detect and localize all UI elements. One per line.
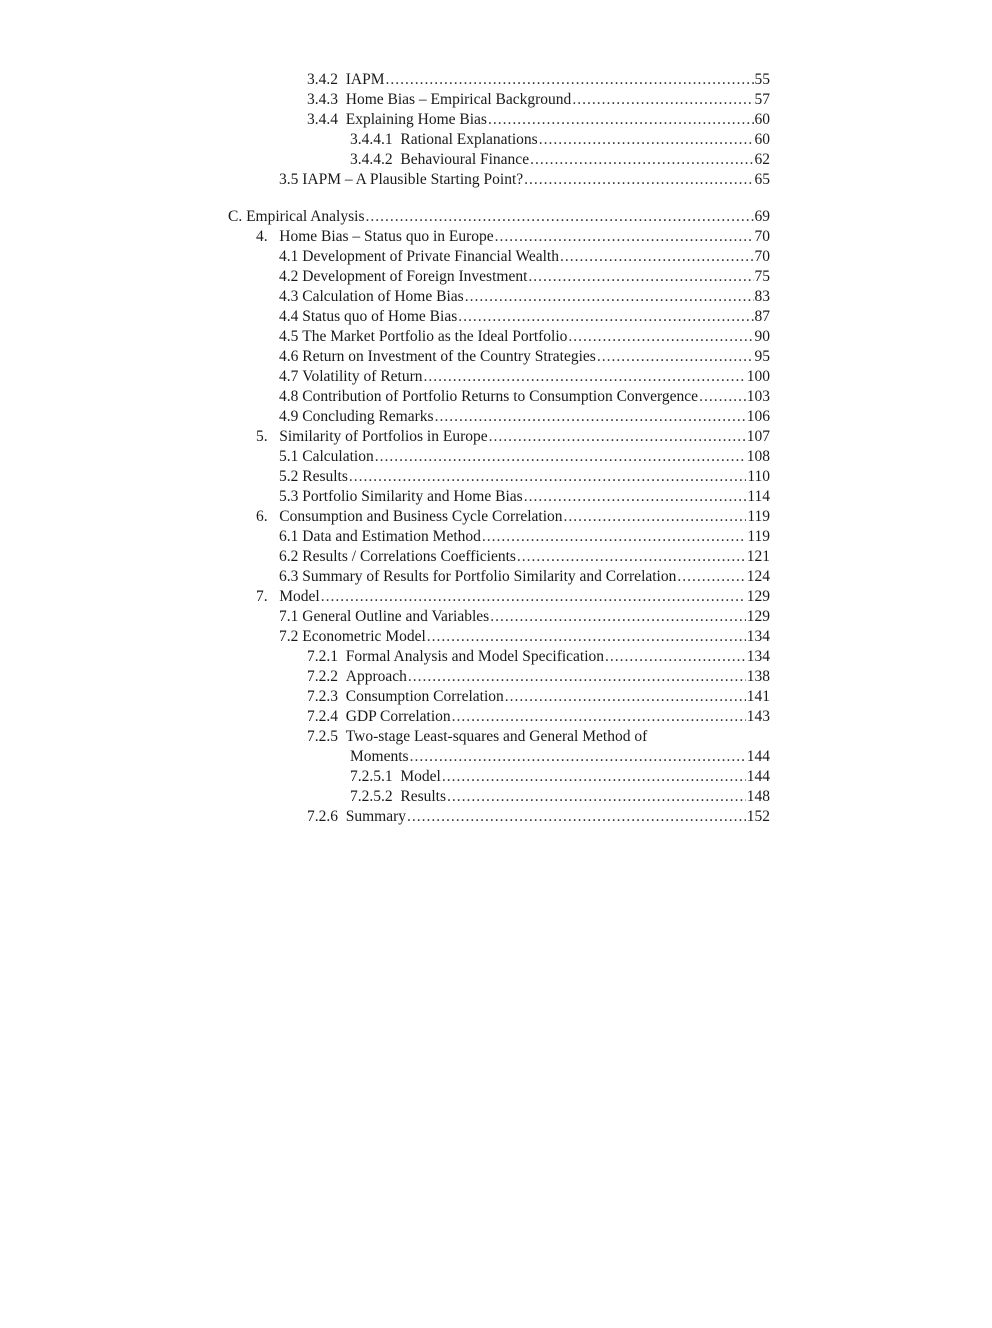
- entry-page: 83: [754, 288, 770, 305]
- entry-title: Portfolio Similarity and Home Bias: [302, 488, 523, 505]
- entry-page: 106: [746, 408, 770, 425]
- entry-title: Return on Investment of the Country Strategies: [302, 348, 596, 365]
- entry-title: General Outline and Variables: [302, 608, 490, 625]
- entry-page: 129: [746, 588, 770, 605]
- entry-page: 65: [754, 171, 770, 188]
- entry-page: 90: [754, 328, 770, 345]
- entry-number: 7.2.1: [307, 648, 338, 665]
- entry-title: GDP Correlation: [345, 708, 451, 725]
- entry-number: 7.2.2: [307, 668, 338, 685]
- entry-page: 138: [746, 668, 770, 685]
- entry-page: 108: [746, 448, 770, 465]
- entry-title: Calculation of Home Bias: [302, 288, 464, 305]
- entry-page: 57: [754, 91, 770, 108]
- toc-entry: [350, 767, 770, 787]
- entry-title: Calculation: [302, 448, 374, 465]
- entry-title: Results: [302, 468, 348, 485]
- entry-number: 7.2.4: [307, 708, 338, 725]
- entry-page: 119: [747, 508, 770, 525]
- entry-number: 4.1: [279, 248, 299, 265]
- entry-page: 69: [754, 208, 770, 225]
- entry-title: Development of Private Financial Wealth: [302, 248, 559, 265]
- toc-entry: [279, 547, 770, 567]
- entry-title: Rational Explanations: [400, 131, 538, 148]
- entry-number: 6.: [256, 508, 268, 525]
- toc-entry: [256, 507, 770, 527]
- entry-number: 6.2: [279, 548, 299, 565]
- toc-entry: [279, 467, 770, 487]
- entry-number: 7.2.6: [307, 808, 338, 825]
- toc-entry: [307, 667, 770, 687]
- entry-title: Summary: [345, 808, 407, 825]
- entry-number: 5.3: [279, 488, 299, 505]
- toc-entry: [279, 407, 770, 427]
- entry-number: 7.2.5.2: [350, 788, 393, 805]
- entry-number: C.: [228, 208, 243, 225]
- entry-number: 3.5: [279, 171, 299, 188]
- entry-page: 100: [746, 368, 770, 385]
- toc-entry: [307, 110, 770, 130]
- entry-title: Summary of Results for Portfolio Similarity and Correlation: [302, 568, 677, 585]
- entry-page: 121: [746, 548, 770, 565]
- toc-entry: [350, 747, 770, 767]
- entry-title: Consumption and Business Cycle Correlation: [279, 508, 563, 525]
- entry-number: 7.: [256, 588, 268, 605]
- entry-title: Model: [400, 768, 441, 785]
- toc-entry: [279, 347, 770, 367]
- toc-entry: [307, 707, 770, 727]
- toc-entry: [307, 70, 770, 90]
- entry-page: 60: [754, 111, 770, 128]
- entry-number: 7.2.5: [307, 728, 338, 745]
- toc-entry: [279, 567, 770, 587]
- entry-page: 148: [746, 788, 770, 805]
- toc-entry: [256, 227, 770, 247]
- toc-entry: [279, 387, 770, 407]
- entry-number: 4.7: [279, 368, 299, 385]
- entry-number: 3.4.4: [307, 111, 338, 128]
- entry-title: Model: [279, 588, 320, 605]
- entry-number: 4.2: [279, 268, 299, 285]
- toc-entry: [350, 130, 770, 150]
- entry-page: 70: [754, 248, 770, 265]
- entry-page: 62: [754, 151, 770, 168]
- entry-title: Empirical Analysis: [246, 208, 365, 225]
- entry-page: 141: [746, 688, 770, 705]
- entry-number: 4.5: [279, 328, 299, 345]
- toc-entry: [256, 587, 770, 607]
- toc-entry: [279, 607, 770, 627]
- toc-entry: [307, 727, 770, 747]
- toc-entry: [279, 327, 770, 347]
- entry-title: IAPM – A Plausible Starting Point?: [302, 171, 524, 188]
- toc-entry: [279, 307, 770, 327]
- toc-entry: [350, 787, 770, 807]
- entry-number: 7.2: [279, 628, 299, 645]
- entry-number: 4.3: [279, 288, 299, 305]
- entry-number: 4.4: [279, 308, 299, 325]
- entry-number: 3.4.2: [307, 71, 338, 88]
- entry-title: Data and Estimation Method: [302, 528, 481, 545]
- entry-page: 60: [754, 131, 770, 148]
- entry-page: 144: [746, 748, 770, 765]
- entry-number: 5.2: [279, 468, 299, 485]
- entry-title: Results / Correlations Coefficients: [302, 548, 516, 565]
- toc-entry: [279, 267, 770, 287]
- entry-page: 144: [746, 768, 770, 785]
- entry-title: Contribution of Portfolio Returns to Consumption Convergence: [302, 388, 699, 405]
- entry-page: 107: [746, 428, 770, 445]
- entry-title: Status quo of Home Bias: [302, 308, 458, 325]
- entry-title: Moments: [350, 748, 409, 765]
- entry-title: Home Bias – Status quo in Europe: [279, 228, 494, 245]
- entry-title: Approach: [345, 668, 407, 685]
- toc-entry: [307, 647, 770, 667]
- entry-title: Behavioural Finance: [400, 151, 530, 168]
- entry-number: 6.3: [279, 568, 299, 585]
- entry-number: 5.: [256, 428, 268, 445]
- toc-entry: [279, 170, 770, 190]
- entry-number: 4.9: [279, 408, 299, 425]
- entry-number: 6.1: [279, 528, 299, 545]
- entry-page: 134: [746, 628, 770, 645]
- toc-entry: [279, 627, 770, 647]
- entry-page: 70: [754, 228, 770, 245]
- entry-page: 124: [746, 568, 770, 585]
- entry-number: 5.1: [279, 448, 299, 465]
- toc-entry: [307, 687, 770, 707]
- toc-entry: [279, 487, 770, 507]
- entry-number: 3.4.3: [307, 91, 338, 108]
- entry-title: Econometric Model: [302, 628, 426, 645]
- toc-entry: [256, 427, 770, 447]
- toc-entry: [279, 247, 770, 267]
- entry-title: Similarity of Portfolios in Europe: [279, 428, 488, 445]
- entry-title: Formal Analysis and Model Specification: [345, 648, 605, 665]
- entry-number: 3.4.4.2: [350, 151, 393, 168]
- entry-title: Consumption Correlation: [345, 688, 504, 705]
- entry-page: 75: [754, 268, 770, 285]
- entry-page: 95: [754, 348, 770, 365]
- toc-entry: [279, 367, 770, 387]
- entry-page: 55: [754, 71, 770, 88]
- entry-page: 110: [747, 468, 770, 485]
- toc-entry: [307, 90, 770, 110]
- toc-entry: [279, 287, 770, 307]
- entry-number: 7.2.5.1: [350, 768, 393, 785]
- entry-page: 143: [746, 708, 770, 725]
- entry-page: 87: [754, 308, 770, 325]
- toc-entry: [228, 207, 770, 227]
- entry-title: Volatility of Return: [302, 368, 423, 385]
- entry-number: 4.: [256, 228, 268, 245]
- toc-entry: [307, 807, 770, 827]
- entry-title: Home Bias – Empirical Background: [345, 91, 572, 108]
- toc-entry: [350, 150, 770, 170]
- entry-title: Results: [400, 788, 447, 805]
- entry-page: 114: [747, 488, 770, 505]
- entry-page: 134: [746, 648, 770, 665]
- entry-page: 152: [746, 808, 770, 825]
- entry-number: 4.6: [279, 348, 299, 365]
- entry-title: IAPM: [345, 71, 385, 88]
- entry-number: 4.8: [279, 388, 299, 405]
- entry-page: 103: [746, 388, 770, 405]
- entry-title: Development of Foreign Investment: [302, 268, 528, 285]
- entry-number: 7.2.3: [307, 688, 338, 705]
- entry-page: 129: [746, 608, 770, 625]
- entry-number: 7.1: [279, 608, 299, 625]
- entry-page: 119: [747, 528, 770, 545]
- entry-number: 3.4.4.1: [350, 131, 393, 148]
- entry-title: Concluding Remarks: [302, 408, 434, 425]
- entry-title: Two-stage Least-squares and General Method of: [345, 728, 648, 745]
- toc-entry: [279, 527, 770, 547]
- entry-title: Explaining Home Bias: [345, 111, 487, 128]
- entry-title: The Market Portfolio as the Ideal Portfolio: [302, 328, 568, 345]
- toc-entry: [279, 447, 770, 467]
